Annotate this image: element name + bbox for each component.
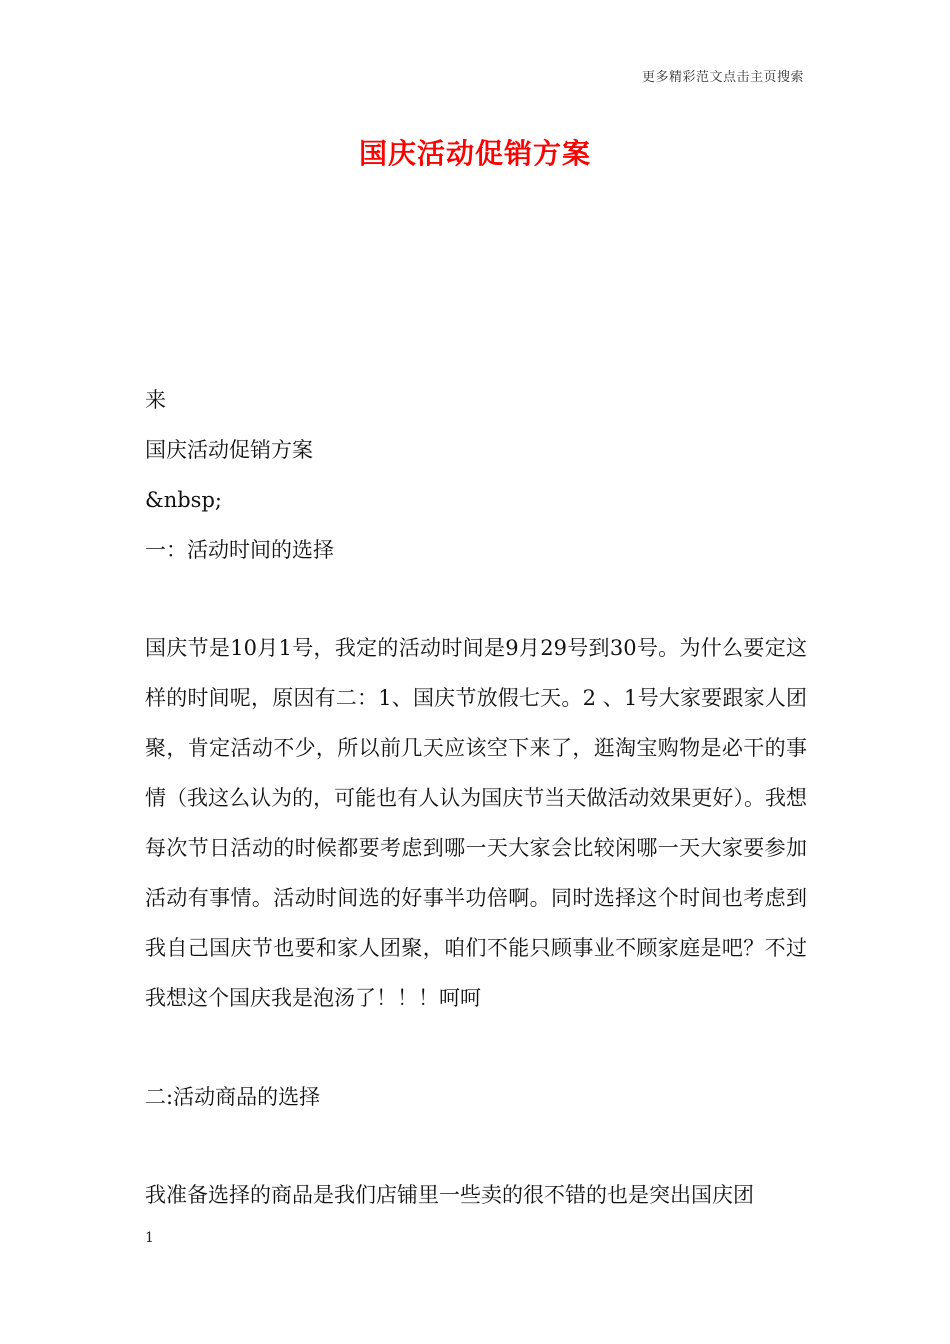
header-note: 更多精彩范文点击主页搜索 [641, 70, 804, 85]
section1-heading: 一：活动时间的选择 [145, 538, 334, 562]
page-number: 1 [145, 1230, 154, 1246]
line-lai: 来 [145, 388, 166, 412]
document-title: 国庆活动促销方案 [358, 137, 591, 170]
nbsp-text: &nbsp; [145, 488, 222, 512]
section2-body-start: 我准备选择的商品是我们店铺里一些卖的很不错的也是突出国庆团 [145, 1183, 754, 1207]
section1-body: 国庆节是10月1号，我定的活动时间是9月29号到30号。为什么要定这样的时间呢，原因有二：1、国庆节放假七天。2 、1号大家要跟家人团聚，肯定活动不少，所以前几天应该空下来了，逛淘宝购物是必干的事情（我这么认为的，可能也有人认为国庆节当天做活动效果更好）。我想每次节日活动的时候都要考虑到哪一天大家会比较闲哪一天大家要参加活动有事情。活动时间选的好事半功倍啊。同时选择这个时间也考虑到我自己国庆节也要和家人团聚，咱们不能只顾事业不顾家庭是吧？不过我想这个国庆我是泡汤了！！！呵呵 [145, 636, 807, 1010]
section2-heading: 二:活动商品的选择 [145, 1085, 321, 1109]
subtitle: 国庆活动促销方案 [145, 438, 313, 462]
